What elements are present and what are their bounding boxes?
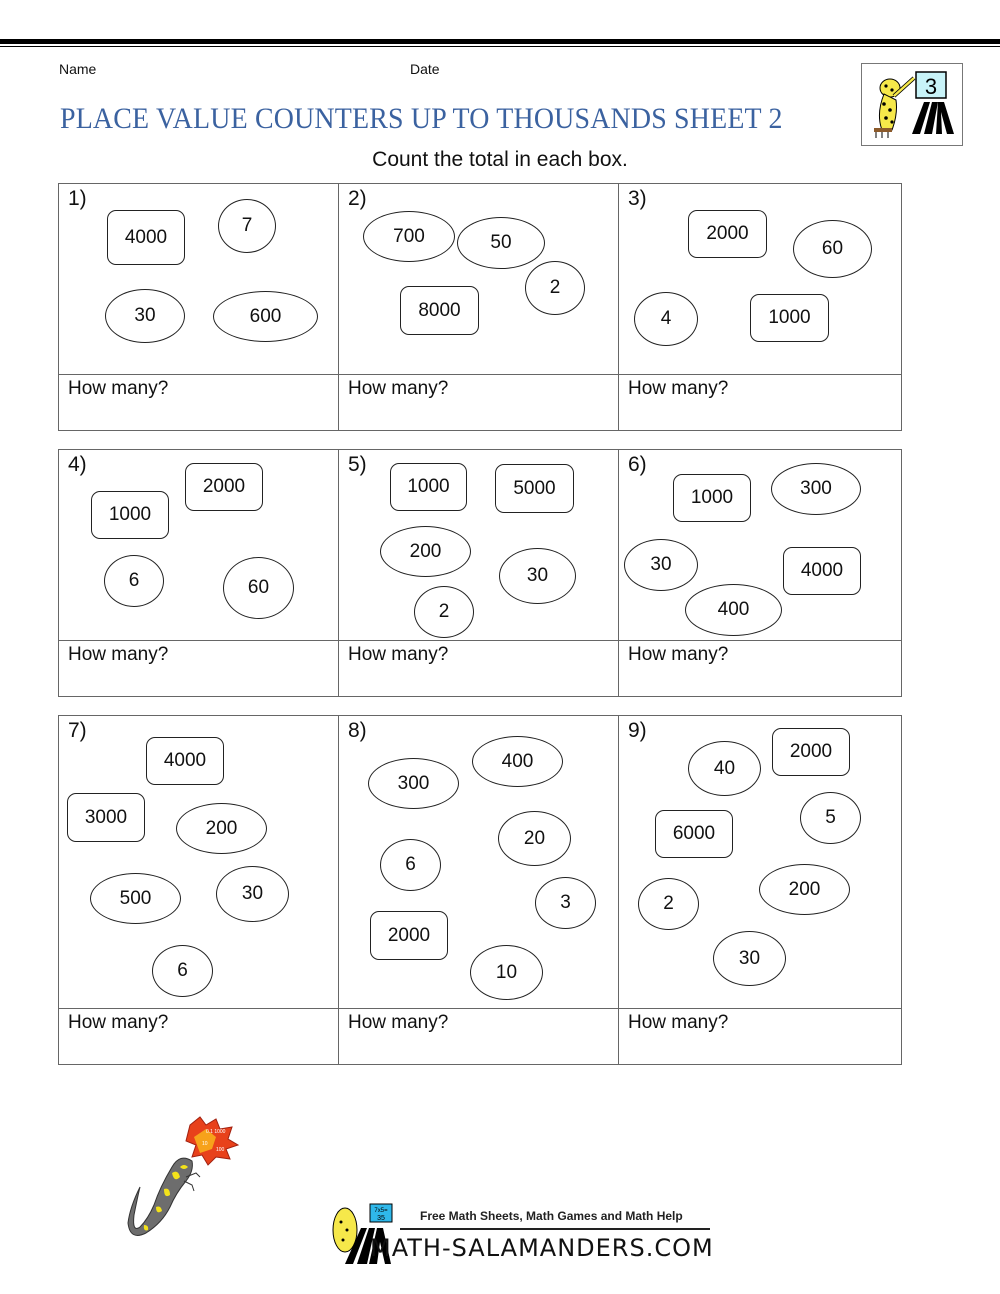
place-value-counter: 5 — [800, 792, 861, 844]
problem-number: 8) — [348, 719, 367, 742]
header-rule-thick — [0, 39, 1000, 44]
place-value-counter: 200 — [176, 803, 267, 854]
place-value-counter: 7 — [218, 199, 276, 253]
place-value-counter: 2 — [525, 261, 585, 315]
problem-1 — [59, 184, 339, 374]
svg-text:10: 10 — [202, 1141, 208, 1147]
date-label: Date — [410, 61, 440, 77]
place-value-counter: 2 — [638, 878, 699, 930]
answer-label: How many? — [68, 1012, 169, 1033]
svg-text:35: 35 — [377, 1215, 385, 1222]
place-value-counter: 30 — [624, 539, 698, 591]
header-rule-thin — [0, 46, 1000, 47]
thousands-counter: 2000 — [772, 728, 850, 776]
problem-5 — [339, 450, 619, 640]
thousands-counter: 6000 — [655, 810, 733, 858]
place-value-counter: 60 — [223, 557, 294, 619]
grade-logo — [861, 63, 963, 146]
place-value-counter: 30 — [216, 866, 289, 922]
problem-number: 4) — [68, 453, 87, 476]
place-value-counter: 60 — [793, 220, 872, 278]
answer-cell-2[interactable] — [339, 375, 619, 430]
answer-cell-9[interactable] — [619, 1009, 901, 1064]
answers-row — [59, 1009, 901, 1064]
answer-label: How many? — [348, 378, 449, 399]
thousands-counter: 5000 — [495, 464, 574, 513]
answers-row — [59, 641, 901, 696]
problem-number: 1) — [68, 187, 87, 210]
place-value-counter: 20 — [498, 811, 571, 866]
svg-text:0.1 1000: 0.1 1000 — [206, 1129, 226, 1135]
place-value-counter: 30 — [105, 289, 185, 343]
place-value-counter: 400 — [685, 584, 782, 636]
answer-label: How many? — [348, 644, 449, 665]
answer-cell-7[interactable] — [59, 1009, 339, 1064]
place-value-counter: 6 — [152, 945, 213, 997]
place-value-counter: 50 — [457, 217, 545, 269]
answer-label: How many? — [68, 644, 169, 665]
thousands-counter: 3000 — [67, 793, 145, 842]
answer-label: How many? — [628, 1012, 729, 1033]
thousands-counter: 4000 — [146, 737, 224, 785]
place-value-counter: 6 — [380, 839, 441, 891]
place-value-counter: 4 — [634, 292, 698, 346]
place-value-counter: 700 — [363, 211, 455, 262]
problem-7 — [59, 716, 339, 1008]
place-value-counter: 600 — [213, 291, 318, 342]
answer-cell-5[interactable] — [339, 641, 619, 696]
place-value-counter: 300 — [368, 758, 459, 809]
problem-row-2 — [58, 449, 902, 697]
problem-row-1 — [58, 183, 902, 431]
thousands-counter: 1000 — [91, 491, 169, 539]
answer-label: How many? — [348, 1012, 449, 1033]
footer-site-link[interactable]: MATH-SALAMANDERS.COM — [370, 1234, 714, 1262]
problem-number: 5) — [348, 453, 367, 476]
place-value-counter: 300 — [771, 463, 861, 515]
problem-number: 2) — [348, 187, 367, 210]
place-value-counter: 500 — [90, 873, 181, 924]
problem-8 — [339, 716, 619, 1008]
answer-cell-1[interactable] — [59, 375, 339, 430]
place-value-counter: 3 — [535, 877, 596, 929]
counters-row — [59, 716, 901, 1009]
problem-row-3 — [58, 715, 902, 1065]
thousands-counter: 8000 — [400, 286, 479, 335]
problem-number: 9) — [628, 719, 647, 742]
problem-6 — [619, 450, 901, 640]
thousands-counter: 1000 — [390, 463, 467, 511]
place-value-counter: 30 — [713, 931, 786, 986]
problem-3 — [619, 184, 901, 374]
place-value-counter: 10 — [470, 945, 543, 1000]
answer-label: How many? — [628, 378, 729, 399]
place-value-counter: 200 — [380, 526, 471, 577]
fire-salamander-icon — [120, 1115, 250, 1250]
problem-9 — [619, 716, 901, 1008]
problem-number: 7) — [68, 719, 87, 742]
place-value-counter: 40 — [688, 741, 761, 796]
place-value-counter: 200 — [759, 864, 850, 915]
svg-text:100: 100 — [216, 1147, 225, 1153]
thousands-counter: 2000 — [370, 911, 448, 960]
problem-number: 6) — [628, 453, 647, 476]
place-value-counter: 6 — [104, 555, 164, 607]
thousands-counter: 1000 — [750, 294, 829, 342]
answer-cell-3[interactable] — [619, 375, 901, 430]
place-value-counter: 30 — [499, 548, 576, 604]
name-label: Name — [59, 61, 97, 77]
problem-4 — [59, 450, 339, 640]
thousands-counter: 2000 — [688, 210, 767, 258]
problem-2 — [339, 184, 619, 374]
answer-cell-4[interactable] — [59, 641, 339, 696]
footer-divider — [400, 1228, 710, 1230]
place-value-counter: 2 — [414, 586, 474, 638]
answer-label: How many? — [628, 644, 729, 665]
thousands-counter: 1000 — [673, 474, 751, 522]
svg-text:3: 3 — [924, 74, 938, 99]
page-title: PLACE VALUE COUNTERS UP TO THOUSANDS SHEET 2 — [60, 102, 783, 135]
problem-number: 3) — [628, 187, 647, 210]
counters-row — [59, 184, 901, 375]
instructions: Count the total in each box. — [372, 148, 628, 171]
thousands-counter: 2000 — [185, 463, 263, 511]
svg-text:7x5=: 7x5= — [374, 1208, 388, 1214]
answer-label: How many? — [68, 378, 169, 399]
counters-row — [59, 450, 901, 641]
answer-cell-8[interactable] — [339, 1009, 619, 1064]
thousands-counter: 4000 — [783, 547, 861, 595]
place-value-counter: 400 — [472, 736, 563, 787]
salamander-easel-icon — [862, 64, 962, 145]
thousands-counter: 4000 — [107, 210, 185, 265]
answers-row — [59, 375, 901, 430]
answer-cell-6[interactable] — [619, 641, 901, 696]
footer-tagline: Free Math Sheets, Math Games and Math Help — [420, 1209, 683, 1223]
